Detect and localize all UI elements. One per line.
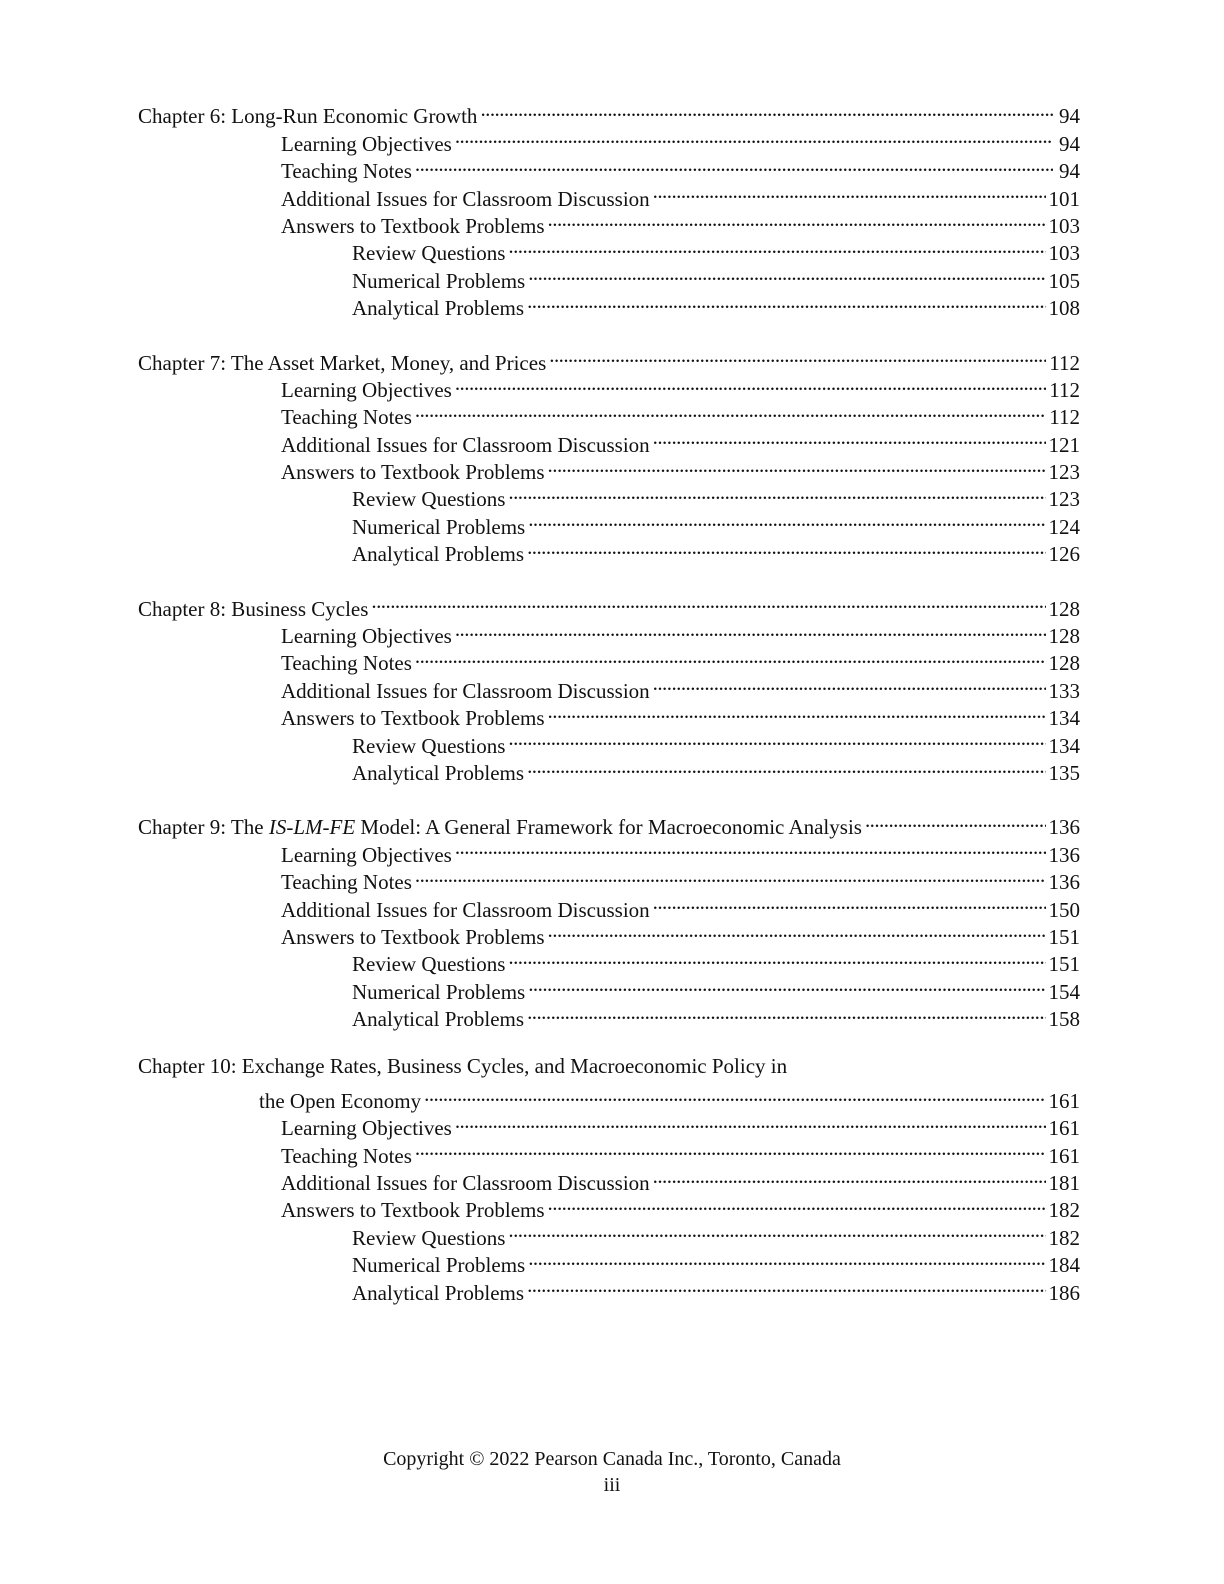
- toc-entry[interactable]: [138, 1135, 1080, 1168]
- toc-chapter-10: [138, 1053, 1080, 1305]
- chapter-title-continued: the Open Economy: [259, 1088, 422, 1113]
- page-number: 128: [1048, 651, 1080, 676]
- dot-leader: [865, 807, 1046, 834]
- dot-leader: [455, 834, 1046, 861]
- chapter-title: Chapter 7: The Asset Market, Money, and Prices: [138, 350, 547, 375]
- entry-label: Learning Objectives: [281, 1116, 452, 1141]
- dot-leader: [653, 178, 1046, 205]
- entry-label: Teaching Notes: [281, 1143, 412, 1168]
- toc-chapter-9: [138, 807, 1080, 1032]
- entry-label: Additional Issues for Classroom Discussion: [281, 186, 650, 211]
- entry-label: Analytical Problems: [352, 760, 525, 785]
- entry-label: Teaching Notes: [281, 651, 412, 676]
- toc-subentry[interactable]: [138, 288, 1080, 321]
- chapter-title: Chapter 8: Business Cycles: [138, 596, 369, 621]
- toc-chapter-heading-continued[interactable]: [138, 1081, 1080, 1113]
- dot-leader: [528, 971, 1045, 998]
- dot-leader: [528, 1245, 1045, 1272]
- toc-entry[interactable]: [138, 698, 1080, 731]
- dot-leader: [548, 698, 1046, 725]
- dot-leader: [653, 889, 1046, 916]
- dot-leader: [653, 1163, 1046, 1190]
- table-of-contents: [138, 96, 1080, 1327]
- page-number: 184: [1048, 1253, 1080, 1278]
- entry-label: Teaching Notes: [281, 159, 412, 184]
- page-number: 154: [1048, 979, 1080, 1004]
- toc-chapter-heading[interactable]: [138, 1053, 1080, 1080]
- toc-subentry[interactable]: [138, 479, 1080, 512]
- entry-label: Learning Objectives: [281, 842, 452, 867]
- page-number: 128: [1048, 596, 1080, 621]
- page-number: 136: [1048, 842, 1080, 867]
- dot-leader: [527, 753, 1045, 780]
- dot-leader: [415, 643, 1046, 670]
- entry-label: Answers to Textbook Problems: [281, 706, 545, 731]
- page-number: 94: [1059, 104, 1080, 129]
- page-number: 135: [1048, 760, 1080, 785]
- toc-chapter-7: [138, 342, 1080, 567]
- toc-subentry[interactable]: [138, 1272, 1080, 1305]
- dot-leader: [549, 342, 1046, 369]
- toc-subentry[interactable]: [138, 260, 1080, 293]
- entry-label: Additional Issues for Classroom Discussion: [281, 897, 650, 922]
- dot-leader: [527, 288, 1045, 315]
- toc-chapter-heading[interactable]: [138, 807, 1080, 840]
- page-footer: [0, 1446, 1224, 1498]
- entry-label: Numerical Problems: [352, 268, 526, 293]
- dot-leader: [455, 123, 1053, 150]
- dot-leader: [653, 424, 1046, 451]
- page-number: 105: [1048, 268, 1080, 293]
- page-number: 112: [1049, 350, 1080, 375]
- entry-label: Teaching Notes: [281, 870, 412, 895]
- page-number: 161: [1048, 1143, 1080, 1168]
- page-number: 126: [1048, 542, 1080, 567]
- entry-label: Numerical Problems: [352, 979, 526, 1004]
- toc-chapter-heading[interactable]: [138, 96, 1080, 129]
- page-number: 128: [1048, 624, 1080, 649]
- page-number: 94: [1059, 131, 1080, 156]
- toc-entry[interactable]: [138, 178, 1080, 211]
- chapter-title-italic: IS-LM-FE: [268, 815, 356, 840]
- dot-leader: [455, 370, 1046, 397]
- toc-entry[interactable]: [138, 452, 1080, 485]
- toc-entry[interactable]: [138, 1163, 1080, 1196]
- dot-leader: [480, 96, 1053, 123]
- dot-leader: [527, 534, 1045, 561]
- page-number: 134: [1048, 733, 1080, 758]
- chapter-title-prefix: Chapter 9: The: [138, 815, 269, 840]
- page-number: 101: [1048, 186, 1080, 211]
- toc-chapter-heading[interactable]: [138, 588, 1080, 621]
- dot-leader: [415, 1135, 1046, 1162]
- page-number: 134: [1048, 706, 1080, 731]
- page-number: 123: [1048, 460, 1080, 485]
- dot-leader: [527, 1272, 1045, 1299]
- page-number: 182: [1048, 1198, 1080, 1223]
- toc-entry[interactable]: [138, 1190, 1080, 1223]
- entry-label: Additional Issues for Classroom Discussion: [281, 432, 650, 457]
- toc-subentry[interactable]: [138, 753, 1080, 785]
- entry-label: Answers to Textbook Problems: [281, 924, 545, 949]
- page-number: 103: [1048, 213, 1080, 238]
- toc-entry[interactable]: [138, 397, 1080, 430]
- entry-label: Numerical Problems: [352, 1253, 526, 1278]
- toc-subentry[interactable]: [138, 971, 1080, 1004]
- page-number: 136: [1048, 815, 1080, 840]
- entry-label: Analytical Problems: [352, 1280, 525, 1305]
- toc-entry[interactable]: [138, 862, 1080, 895]
- page-number: 121: [1048, 432, 1080, 457]
- page-number: 94: [1059, 159, 1080, 184]
- toc-entry[interactable]: [138, 643, 1080, 676]
- dot-leader: [424, 1081, 1045, 1108]
- dot-leader: [508, 1217, 1045, 1244]
- toc-entry[interactable]: [138, 206, 1080, 238]
- page-number: 133: [1048, 678, 1080, 703]
- entry-label: Learning Objectives: [281, 624, 452, 649]
- entry-label: Additional Issues for Classroom Discussion: [281, 678, 650, 703]
- toc-chapter-heading[interactable]: [138, 342, 1080, 375]
- toc-subentry[interactable]: [138, 1217, 1080, 1250]
- dot-leader: [527, 999, 1045, 1026]
- page-number: 161: [1048, 1088, 1080, 1113]
- toc-entry[interactable]: [138, 151, 1080, 184]
- entry-label: Numerical Problems: [352, 514, 526, 539]
- toc-subentry[interactable]: [138, 944, 1080, 977]
- dot-leader: [528, 506, 1045, 533]
- footer-page-number: iii: [603, 1474, 621, 1496]
- entry-label: Answers to Textbook Problems: [281, 460, 545, 485]
- toc-chapter-8: [138, 588, 1080, 785]
- dot-leader: [508, 479, 1045, 506]
- dot-leader: [415, 151, 1053, 178]
- entry-label: Answers to Textbook Problems: [281, 1198, 545, 1223]
- toc-entry[interactable]: [138, 917, 1080, 949]
- toc-entry[interactable]: [138, 424, 1080, 457]
- page-number: 158: [1048, 1007, 1080, 1032]
- dot-leader: [508, 233, 1045, 260]
- page-number: 123: [1048, 487, 1080, 512]
- toc-chapter-6: [138, 96, 1080, 321]
- page-number: 161: [1048, 1116, 1080, 1141]
- page-number: 112: [1049, 377, 1080, 402]
- chapter-title-suffix: Model: A General Framework for Macroeconomic Analysis: [355, 815, 862, 840]
- page-number: 136: [1048, 870, 1080, 895]
- page-number: 182: [1048, 1225, 1080, 1250]
- chapter-title: Chapter 6: Long-Run Economic Growth: [138, 104, 478, 129]
- page-number: 108: [1048, 296, 1080, 321]
- dot-leader: [508, 944, 1045, 971]
- dot-leader: [548, 452, 1046, 479]
- dot-leader: [508, 725, 1045, 752]
- page-number: 181: [1048, 1171, 1080, 1196]
- entry-label: Learning Objectives: [281, 131, 452, 156]
- entry-label: Review Questions: [352, 1225, 506, 1250]
- dot-leader: [548, 206, 1046, 233]
- page-number: 151: [1048, 952, 1080, 977]
- dot-leader: [548, 1190, 1046, 1217]
- toc-subentry[interactable]: [138, 233, 1080, 266]
- dot-leader: [653, 670, 1046, 697]
- entry-label: Review Questions: [352, 733, 506, 758]
- page-number: 151: [1048, 924, 1080, 949]
- chapter-title: Chapter 10: Exchange Rates, Business Cycles, and Macroeconomic Policy in: [138, 1054, 788, 1079]
- dot-leader: [455, 616, 1046, 643]
- toc-subentry[interactable]: [138, 1245, 1080, 1278]
- toc-subentry[interactable]: [138, 534, 1080, 567]
- toc-subentry[interactable]: [138, 506, 1080, 539]
- entry-label: Review Questions: [352, 952, 506, 977]
- entry-label: Analytical Problems: [352, 542, 525, 567]
- page-number: 103: [1048, 241, 1080, 266]
- toc-subentry[interactable]: [138, 725, 1080, 758]
- dot-leader: [455, 1108, 1046, 1135]
- page-number: 112: [1049, 405, 1080, 430]
- toc-entry[interactable]: [138, 889, 1080, 922]
- entry-label: Learning Objectives: [281, 377, 452, 402]
- dot-leader: [548, 917, 1046, 944]
- entry-label: Analytical Problems: [352, 296, 525, 321]
- page-number: 150: [1048, 897, 1080, 922]
- dot-leader: [528, 260, 1045, 287]
- copyright-notice: Copyright © 2022 Pearson Canada Inc., Toronto, Canada: [383, 1448, 841, 1470]
- entry-label: Additional Issues for Classroom Discussion: [281, 1171, 650, 1196]
- entry-label: Review Questions: [352, 487, 506, 512]
- page-number: 124: [1048, 514, 1080, 539]
- entry-label: Answers to Textbook Problems: [281, 213, 545, 238]
- dot-leader: [415, 397, 1046, 424]
- entry-label: Teaching Notes: [281, 405, 412, 430]
- dot-leader: [415, 862, 1046, 889]
- entry-label: Review Questions: [352, 241, 506, 266]
- page-number: 186: [1048, 1280, 1080, 1305]
- dot-leader: [371, 588, 1045, 615]
- entry-label: Analytical Problems: [352, 1007, 525, 1032]
- toc-entry[interactable]: [138, 670, 1080, 703]
- toc-subentry[interactable]: [138, 999, 1080, 1032]
